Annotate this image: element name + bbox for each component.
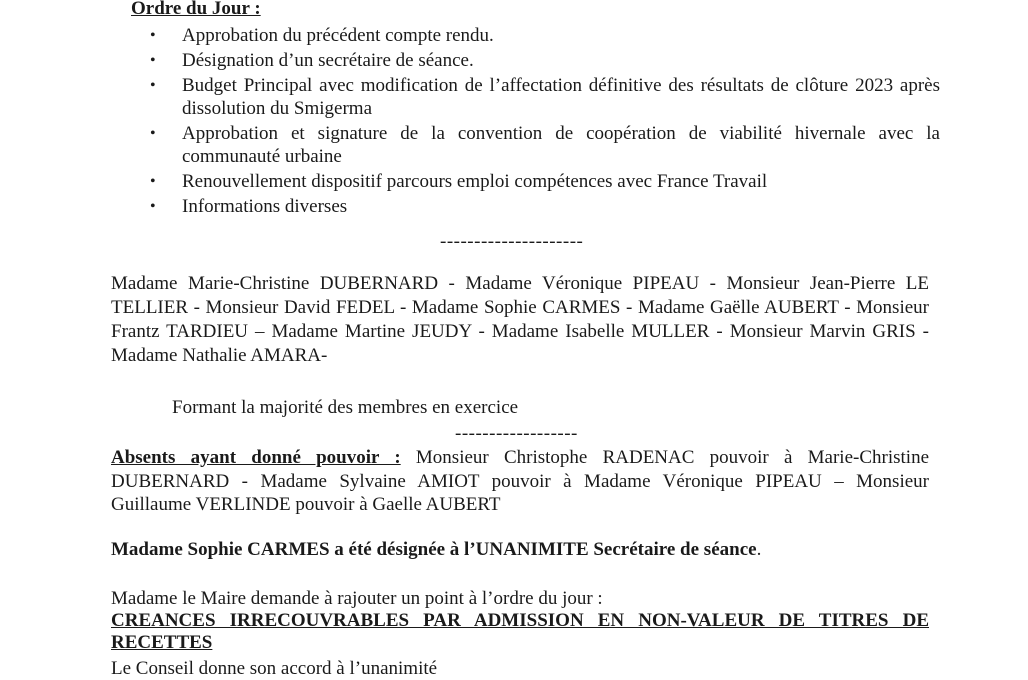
separator-line: --------------------- [440, 231, 584, 252]
bullet-icon: • [150, 173, 156, 190]
agenda-item-text: Informations diverses [182, 196, 348, 217]
agenda-item [150, 49, 940, 72]
secretary-period: . [756, 539, 762, 560]
bullet-icon: • [150, 52, 156, 69]
majority-statement: Formant la majorité des membres en exercice [172, 397, 519, 418]
council-agreement: Le Conseil donne son accord à l’unanimité [111, 658, 438, 679]
bullet-icon: • [150, 77, 156, 94]
agenda-item-text: Désignation d’un secrétaire de séance. [182, 50, 474, 71]
agenda-item [150, 195, 940, 218]
secretary-statement [111, 538, 761, 561]
agenda-item [150, 74, 940, 120]
bullet-icon: • [150, 125, 156, 142]
agenda-title: Ordre du Jour : [131, 0, 261, 19]
agenda-item-text: Approbation du précédent compte rendu. [182, 25, 494, 46]
added-agenda-item: CREANCES IRRECOUVRABLES PAR ADMISSION EN NON-VALEUR DE TITRES DE RECETTES [111, 610, 929, 653]
agenda-item-text: Approbation et signature de la convention de coopération de viabilité hivernale avec la communauté urbaine [182, 123, 940, 167]
agenda-item [150, 122, 940, 168]
mayor-request: Madame le Maire demande à rajouter un point à l’ordre du jour : [111, 588, 603, 609]
absents-text: Monsieur Christophe RADENAC pouvoir à Marie-Christine DUBERNARD - Madame Sylvaine AMIOT pouvoir à Madame Véronique PIPEAU – Monsieur Guillaume VERLINDE pouvoir à Gaelle AUBERT [111, 447, 930, 515]
secretary-text: Madame Sophie CARMES a été désignée à l’UNANIMITE Secrétaire de séance [111, 539, 757, 560]
bullet-icon: • [150, 198, 156, 215]
absents-paragraph [111, 446, 929, 517]
members-present: Madame Marie-Christine DUBERNARD - Madame Véronique PIPEAU - Monsieur Jean-Pierre LE TELLIER - Monsieur David FEDEL - Madame Sophie CARMES - Madame Gaëlle AUBERT - Monsieur Frantz TARDIEU – Madame Martine JEUDY - Madame Isabelle MULLER - Monsieur Marvin GRIS - Madame Nathalie AMARA- [111, 273, 929, 366]
absents-label: Absents ayant donné pouvoir : [111, 447, 401, 468]
separator-line: ------------------ [455, 423, 578, 444]
agenda-list [150, 24, 940, 220]
agenda-item [150, 24, 940, 47]
agenda-item-text: Renouvellement dispositif parcours emploi compétences avec France Travail [182, 171, 768, 192]
bullet-icon: • [150, 27, 156, 44]
agenda-item [150, 170, 940, 193]
agenda-item-text: Budget Principal avec modification de l’affectation définitive des résultats de clôture 2023 après dissolution du Smigerma [182, 75, 940, 119]
